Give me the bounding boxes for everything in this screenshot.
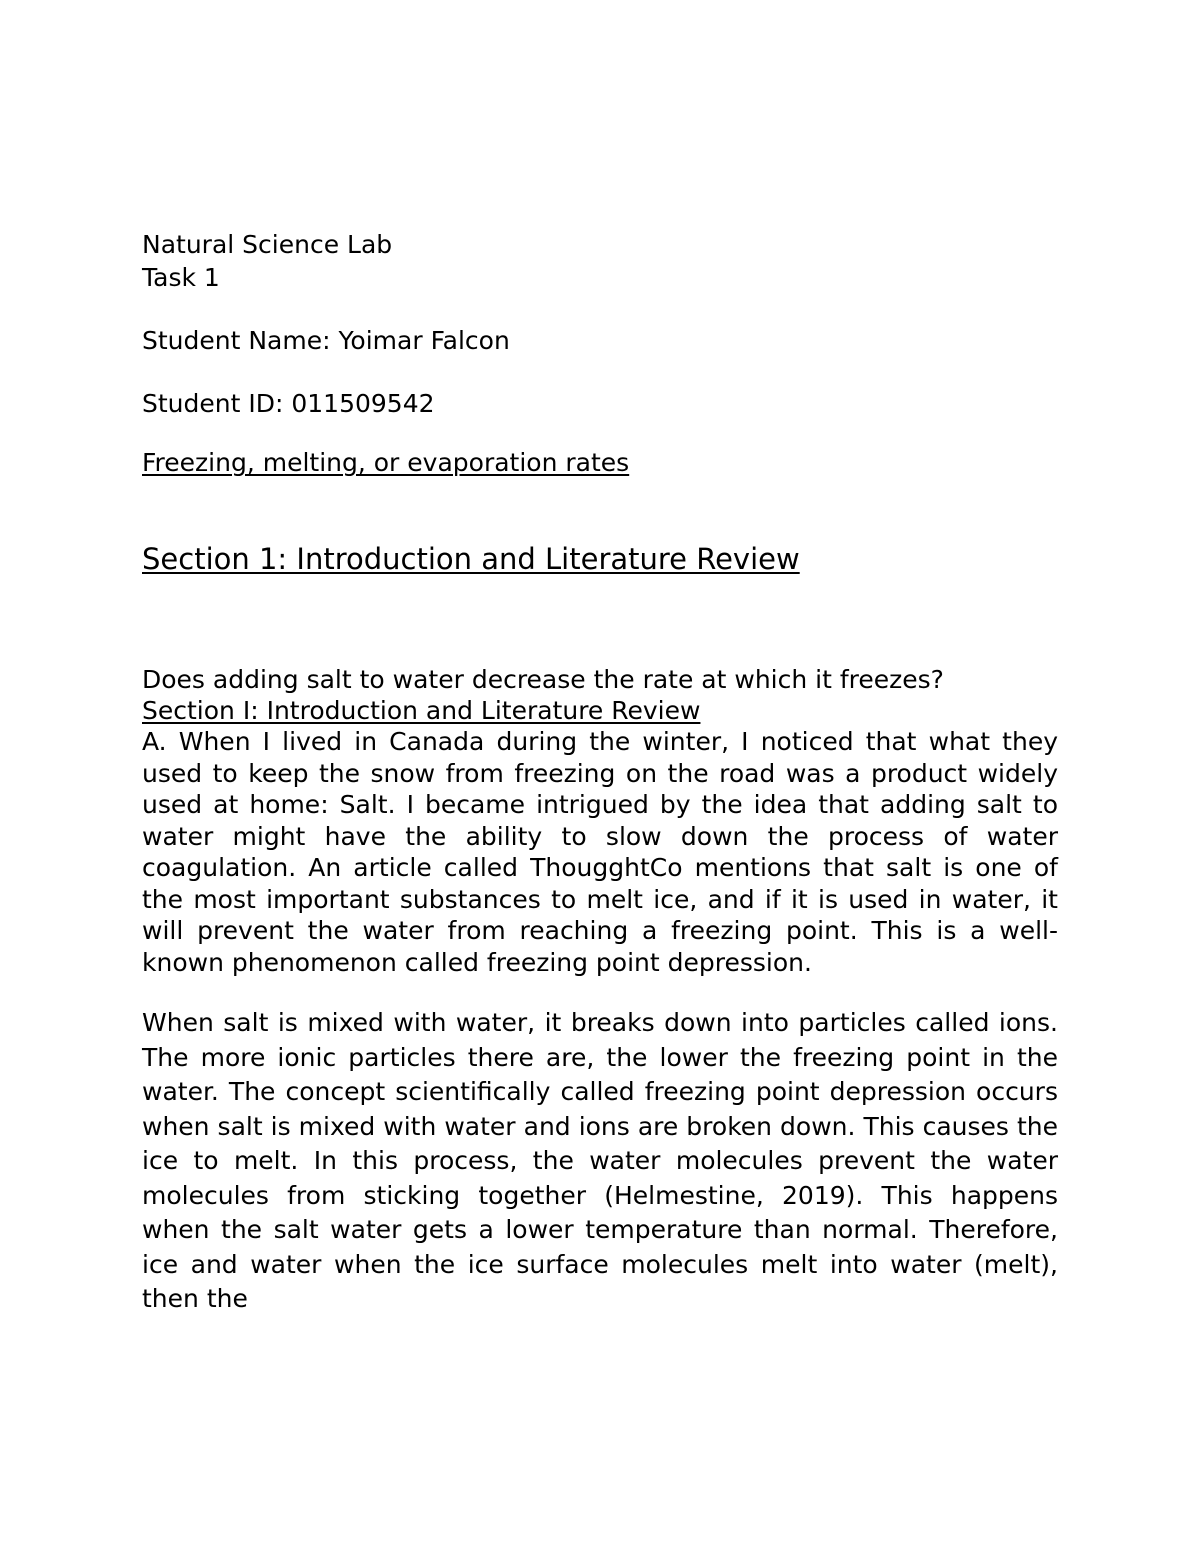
topic-title: Freezing, melting, or evaporation rates [142, 448, 630, 477]
section-heading: Section 1: Introduction and Literature Review [142, 542, 800, 576]
spacer [142, 479, 1058, 539]
spacer [142, 420, 1058, 446]
spacer [142, 357, 1058, 387]
spacer [142, 294, 1058, 324]
spacer [142, 579, 1058, 663]
research-question: Does adding salt to water decrease the rate at which it freezes? [142, 665, 944, 694]
spacer [142, 978, 1058, 1006]
paragraph-b: When salt is mixed with water, it breaks down into particles called ions. The more ionic particles there are, the lower the freezing point in the water. The concept scientifically called freezing point depression occurs when salt is mixed with water and ions are broken down. This causes the ice to melt. In this process, the water molecules prevent the water molecules from sticking together (Helmestine, 2019). This happens when the salt water gets a lower temperature than normal. Therefore, ice and water when the ice surface molecules melt into water (melt), then the [142, 1008, 1058, 1313]
document-page [142, 228, 1058, 1317]
course-title: Natural Science Lab [142, 230, 393, 259]
student-name: Student Name: Yoimar Falcon [142, 326, 510, 355]
paragraph-a: A. When I lived in Canada during the winter, I noticed that what they used to keep the snow from freezing on the road was a product widely used at home: Salt. I became intrigued by the idea that adding salt to water might have the ability to slow down the process of water coagulation. An article called ThougghtCo mentions that salt is one of the most important substances to melt ice, and if it is used in water, it will prevent the water from reaching a freezing point. This is a well-known phenomenon called freezing point depression. [142, 727, 1058, 977]
section-subheading: Section I: Introduction and Literature Review [142, 696, 701, 725]
task-label: Task 1 [142, 263, 220, 292]
student-id: Student ID: 011509542 [142, 389, 435, 418]
